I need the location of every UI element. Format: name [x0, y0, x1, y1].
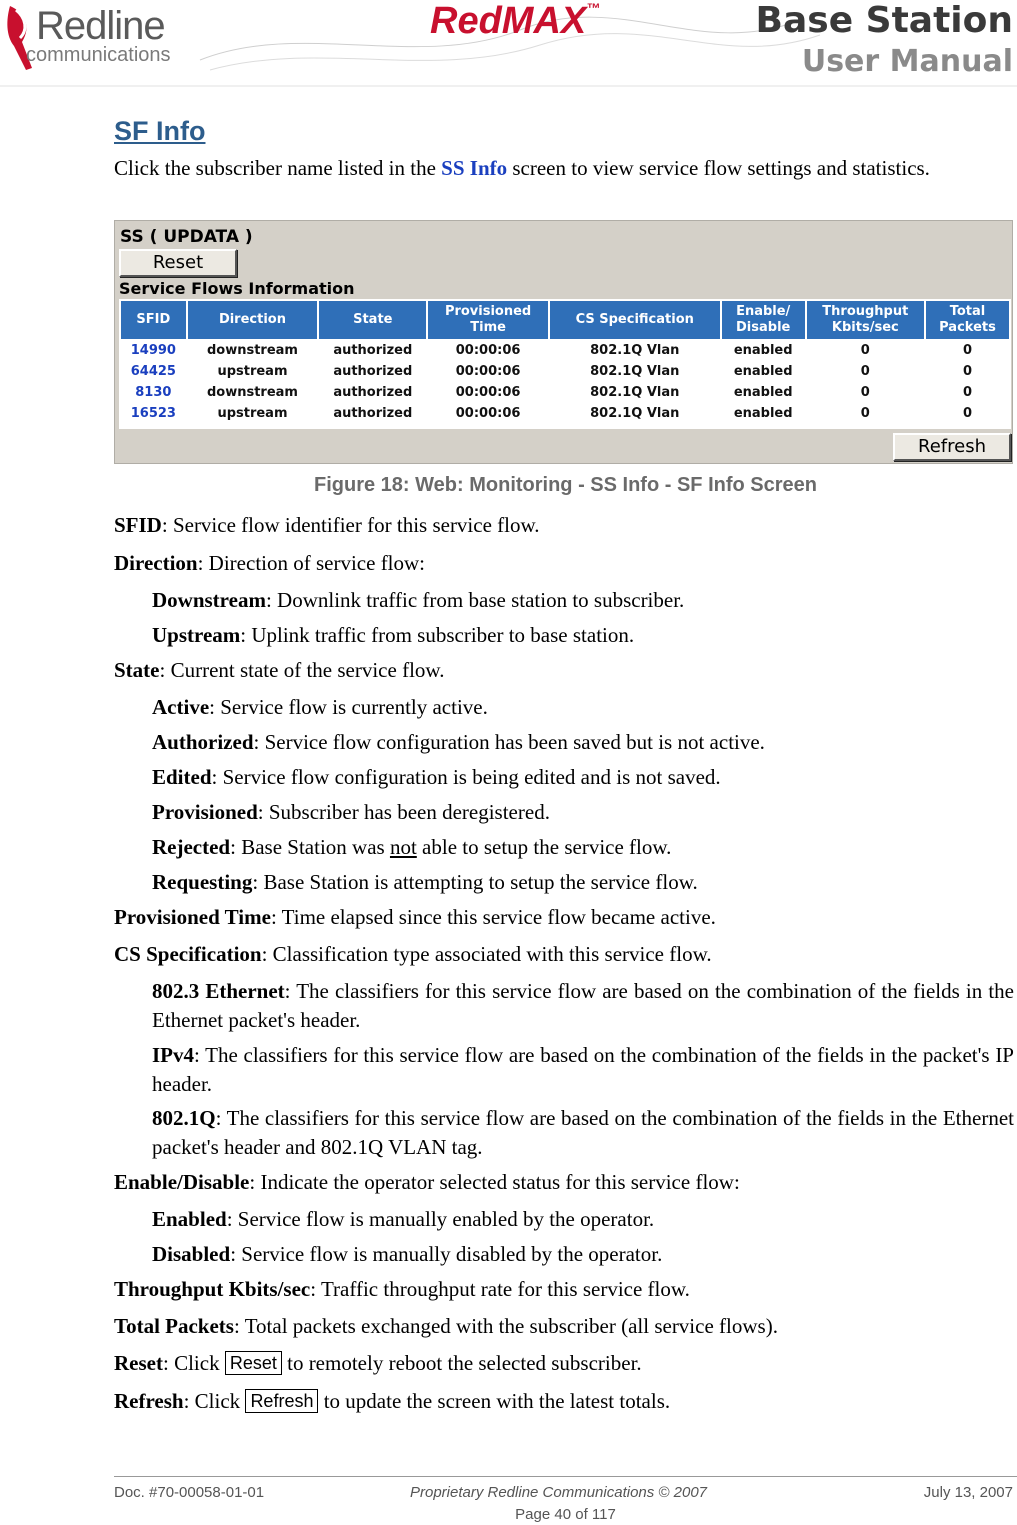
enable-cell: enabled — [733, 385, 793, 400]
intro-paragraph: Click the subscriber name listed in the SS Info screen to view service flow settings and statistics. — [114, 156, 930, 180]
col-provisioned-time: Provisioned Time — [428, 301, 547, 339]
def-ipv4: IPv4: The classifiers for this service flow are based on the combination of the fields in the packet's IP header. — [152, 1043, 1014, 1096]
col-sfid: SFID — [121, 301, 186, 339]
enable-cell: enabled — [733, 364, 793, 379]
screen-title: SS ( UPDATA ) — [120, 227, 253, 247]
def-edited: Edited: Service flow configuration is being edited and is not saved. — [152, 765, 721, 789]
table-row — [121, 404, 1009, 423]
def-authorized: Authorized: Service flow configuration has been saved but is not active. — [152, 730, 765, 754]
col-enable-disable: Enable/ Disable — [722, 301, 805, 339]
def-state: State: Current state of the service flow. — [114, 658, 445, 682]
cs-cell: 802.1Q Vlan — [590, 385, 680, 400]
cs-cell: 802.1Q Vlan — [590, 343, 680, 358]
ss-info-reference: SS Info — [441, 156, 508, 180]
cs-cell: 802.1Q Vlan — [590, 364, 680, 379]
service-flows-table-wrap — [119, 299, 1011, 429]
def-direction: Direction: Direction of service flow: — [114, 551, 426, 575]
def-upstream: Upstream: Uplink traffic from subscriber to base station. — [152, 623, 635, 647]
time-cell: 00:00:06 — [455, 385, 521, 400]
section-title: SF Info — [114, 116, 206, 146]
footer-date: July 13, 2007 — [923, 1484, 1013, 1501]
col-state: State — [319, 301, 426, 339]
refresh-button[interactable]: Refresh — [893, 433, 1011, 461]
col-throughput: Throughput Kbits/sec — [807, 301, 924, 339]
packets-cell: 0 — [962, 343, 973, 358]
def-throughput: Throughput Kbits/sec: Traffic throughput rate for this service flow. — [114, 1277, 690, 1301]
def-cs-specification: CS Specification: Classification type associated with this service flow. — [114, 942, 712, 966]
throughput-cell: 0 — [860, 343, 870, 358]
sfid-link[interactable]: 8130 — [135, 385, 172, 400]
service-flows-table — [119, 299, 1011, 425]
def-reset: Reset: Click Reset to remotely reboot the selected subscriber. — [114, 1351, 642, 1375]
enable-cell: enabled — [733, 406, 793, 421]
page-header — [0, 0, 1017, 90]
state-cell: authorized — [333, 385, 413, 400]
state-cell: authorized — [333, 406, 413, 421]
direction-cell: downstream — [206, 343, 298, 358]
product-name: RedMAX™ — [430, 0, 601, 42]
throughput-cell: 0 — [860, 406, 870, 421]
state-cell: authorized — [333, 364, 413, 379]
direction-cell: downstream — [206, 385, 298, 400]
direction-cell: upstream — [217, 364, 288, 379]
def-enabled: Enabled: Service flow is manually enabled by the operator. — [152, 1207, 655, 1231]
def-refresh: Refresh: Click Refresh to update the screen with the latest totals. — [114, 1389, 671, 1413]
footer-page-number: Page 40 of 117 — [515, 1506, 616, 1523]
throughput-cell: 0 — [860, 385, 870, 400]
time-cell: 00:00:06 — [455, 364, 521, 379]
packets-cell: 0 — [962, 385, 973, 400]
enable-cell: enabled — [733, 343, 793, 358]
sfid-link[interactable]: 64425 — [130, 364, 176, 379]
time-cell: 00:00:06 — [455, 406, 521, 421]
logo-wordmark: Redline — [36, 4, 165, 48]
sfid-link[interactable]: 16523 — [130, 406, 176, 421]
time-cell: 00:00:06 — [455, 343, 521, 358]
sfid-link[interactable]: 14990 — [130, 343, 176, 358]
col-total-packets: Total Packets — [926, 301, 1009, 339]
col-cs-specification: CS Specification — [550, 301, 720, 339]
service-flows-title: Service Flows Information — [119, 279, 355, 298]
def-provisioned-time: Provisioned Time: Time elapsed since this service flow became active. — [114, 905, 716, 929]
def-enable-disable: Enable/Disable: Indicate the operator selected status for this service flow: — [114, 1170, 740, 1194]
cs-cell: 802.1Q Vlan — [590, 406, 680, 421]
def-downstream: Downstream: Downlink traffic from base station to subscriber. — [152, 588, 685, 612]
def-active: Active: Service flow is currently active. — [152, 695, 488, 719]
def-provisioned: Provisioned: Subscriber has been deregistered. — [152, 800, 550, 824]
doc-subtitle: User Manual — [801, 44, 1013, 79]
def-total-packets: Total Packets: Total packets exchanged with the subscriber (all service flows). — [114, 1314, 778, 1338]
def-rejected: Rejected: Base Station was not able to setup the service flow. — [152, 835, 672, 859]
packets-cell: 0 — [962, 364, 973, 379]
footer-proprietary: Proprietary Redline Communications © 2007 — [409, 1484, 708, 1501]
def-requesting: Requesting: Base Station is attempting to setup the service flow. — [152, 870, 698, 894]
doc-title: Base Station — [755, 0, 1013, 41]
def-ethernet: 802.3 Ethernet: The classifiers for this service flow are based on the combination of the fields in the Ethernet packet's header. — [152, 979, 1014, 1032]
table-row — [121, 341, 1009, 360]
def-8021q: 802.1Q: The classifiers for this service flow are based on the combination of the fields in the Ethernet packet's header and 802.1Q VLAN tag. — [152, 1106, 1014, 1159]
packets-cell: 0 — [962, 406, 973, 421]
table-header-row — [121, 301, 1009, 339]
def-disabled: Disabled: Service flow is manually disabled by the operator. — [152, 1242, 663, 1266]
reset-button[interactable]: Reset — [119, 249, 237, 277]
throughput-cell: 0 — [860, 364, 870, 379]
sf-info-screenshot — [114, 220, 1013, 464]
logo-subtext: communications — [26, 44, 171, 66]
col-direction: Direction — [188, 301, 317, 339]
refresh-inline-button: Refresh — [245, 1389, 318, 1413]
def-sfid: SFID: Service flow identifier for this service flow. — [114, 513, 540, 537]
table-row — [121, 383, 1009, 402]
reset-inline-button: Reset — [225, 1351, 282, 1375]
state-cell: authorized — [333, 343, 413, 358]
footer-divider — [114, 1476, 1017, 1477]
direction-cell: upstream — [217, 406, 288, 421]
footer-doc-number: Doc. #70-00058-01-01 — [114, 1484, 265, 1501]
table-row — [121, 362, 1009, 381]
figure-caption: Figure 18: Web: Monitoring - SS Info - SF Info Screen — [314, 474, 817, 496]
